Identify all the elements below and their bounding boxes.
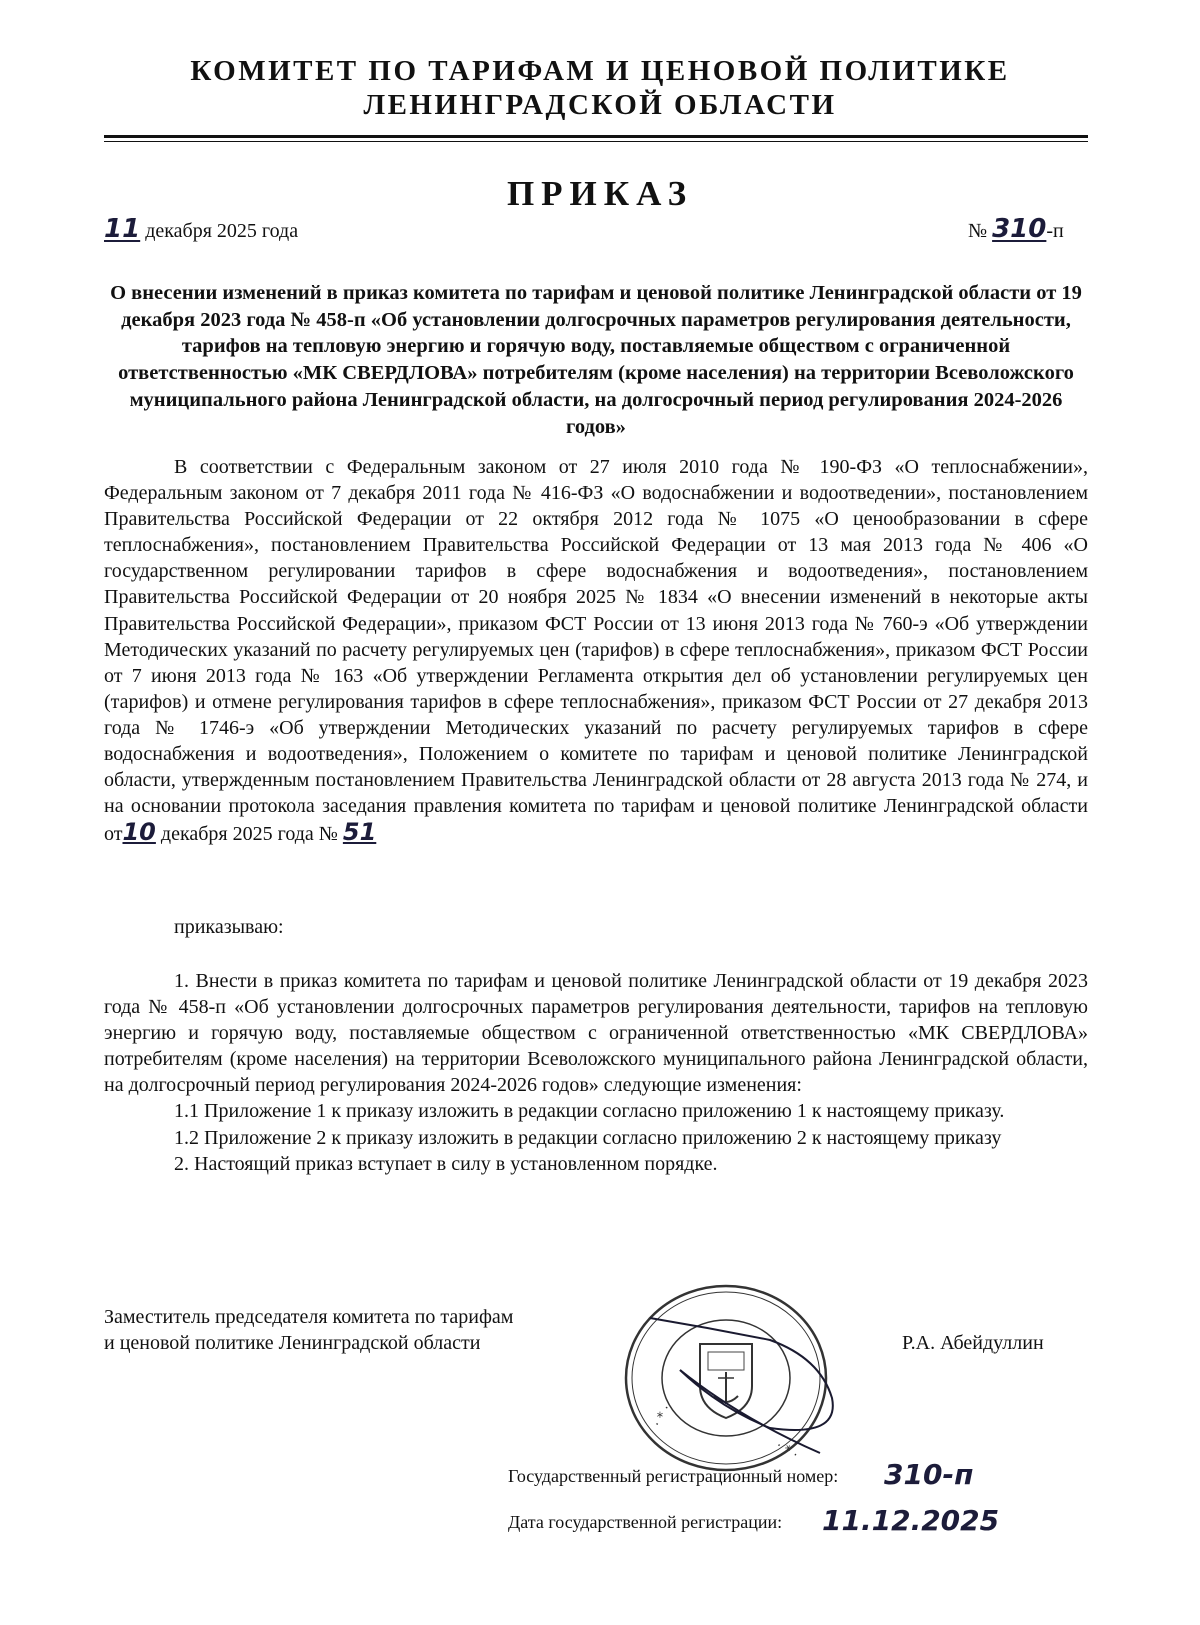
- svg-text:· * ·: · * ·: [773, 1438, 801, 1463]
- order-number: [968, 214, 1064, 244]
- document-title: ПРИКАЗ: [506, 174, 694, 213]
- preamble-text: В соответствии с Федеральным законом от 27 июля 2010 года № 190-ФЗ «О теплоснабжении», Федеральным законом от 7 декабря 2011 года № 416-ФЗ «О водоснабжении и водоотведении», постановлением Правительства Российской Федерации от 22 октября 2012 года № 1075 «О ценообразовании в сфере теплоснабжения», постановлением Правительства Российской Федерации от 13 мая 2013 года № 406 «О государственном регулировании тарифов в сфере водоснабжения и водоотведения», постановлением Правительства Российской Федерации от 20 ноября 2025 № 1834 «О внесении изменений в некоторые акты Правительства Российской Федерации», приказом ФСТ России от 13 июня 2013 года № 760-э «Об утверждении Методических указаний по расчету регулируемых цен (тарифов) в сфере теплоснабжения», приказом ФСТ России от 7 июня 2013 года № 163 «Об утверждении Регламента открытия дел об установлении регулируемых цен (тарифов) и отмене регулирования тарифов в сфере теплоснабжения», приказом ФСТ России от 27 декабря 2013 года № 1746-э «Об утверждении Методических указаний по расчету регулируемых тарифов в сфере водоснабжения и водоотведения», Положением о комитете по тарифам и ценовой политике Ленинградской области, утвержденным постановлением Правительства Ленинградской области от 28 августа 2013 года № 274, и на основании протокола заседания правления комитета по тарифам и ценовой политике Ленинградской области от: [104, 456, 1088, 846]
- order-number-prefix: №: [968, 220, 988, 242]
- header-rule-thick: [104, 135, 1088, 138]
- registration-date-label: Дата государственной регистрации:: [508, 1512, 783, 1532]
- org-name-line1: КОМИТЕТ ПО ТАРИФАМ И ЦЕНОВОЙ ПОЛИТИКЕ: [190, 55, 1010, 87]
- order-number-suffix: -п: [1046, 220, 1064, 242]
- registration-number-handwritten: 310-п: [884, 1458, 974, 1491]
- registration-number-label: Государственный регистрационный номер:: [508, 1466, 839, 1486]
- item-2: 2. Настоящий приказ вступает в силу в установленном порядке.: [174, 1152, 718, 1175]
- signatory-name: Р.А. Абейдуллин: [902, 1332, 1044, 1354]
- decree-word: приказываю:: [174, 916, 284, 938]
- svg-text:· * ·: · * ·: [650, 1402, 675, 1430]
- signatory-position-line2: и ценовой политике Ленинградской области: [104, 1332, 481, 1354]
- order-date-rest: декабря 2025 года: [145, 220, 299, 242]
- item-1-1: 1.1 Приложение 1 к приказу изложить в редакции согласно приложению 1 к настоящему приказу.: [174, 1100, 1005, 1123]
- org-name-line2: ЛЕНИНГРАДСКОЙ ОБЛАСТИ: [363, 89, 837, 121]
- preamble: [104, 454, 1088, 847]
- item-1-2: 1.2 Приложение 2 к приказу изложить в редакции согласно приложению 2 к настоящему приказу: [174, 1126, 1002, 1149]
- order-number-handwritten: 310: [992, 214, 1047, 244]
- order-day-handwritten: 11: [104, 214, 141, 244]
- item-1: 1. Внести в приказ комитета по тарифам и ценовой политике Ленинградской области от 19 декабря 2023 года № 458-п «Об установлении долгосрочных параметров регулирования деятельности, тарифов на тепловую энергию и горячую воду, поставляемые обществом с ограниченной ответственностью «МК СВЕРДЛОВА» потребителям (кроме населения) на территории Всеволожского муниципального района Ленинградской области, на долгосрочный период регулирования 2024-2026 годов» следующие изменения:: [104, 970, 1088, 1097]
- protocol-day-handwritten: 10: [122, 818, 156, 847]
- preamble-paragraph: [104, 454, 1088, 847]
- order-items: [104, 968, 1088, 1177]
- signatory-position-line1: Заместитель председателя комитета по тарифам: [104, 1306, 514, 1328]
- order-date: [104, 214, 298, 244]
- protocol-mid: декабря 2025 года №: [160, 823, 338, 846]
- order-subject: О внесении изменений в приказ комитета по тарифам и ценовой политике Ленинградской области от 19 декабря 2023 года № 458-п «Об установлении долгосрочных параметров регулирования деятельности, тарифов на тепловую энергию и горячую воду, поставляемые обществом с ограниченной ответственностью «МК СВЕРДЛОВА» потребителям (кроме населения) на территории Всеволожского муниципального района Ленинградской области, на долгосрочный период регулирования 2024-2026 годов»: [110, 282, 1082, 438]
- official-seal: [620, 1278, 845, 1478]
- registration-date-handwritten: 11.12.2025: [822, 1504, 1000, 1537]
- protocol-number-handwritten: 51: [342, 818, 377, 847]
- header-rule-thin: [104, 141, 1088, 142]
